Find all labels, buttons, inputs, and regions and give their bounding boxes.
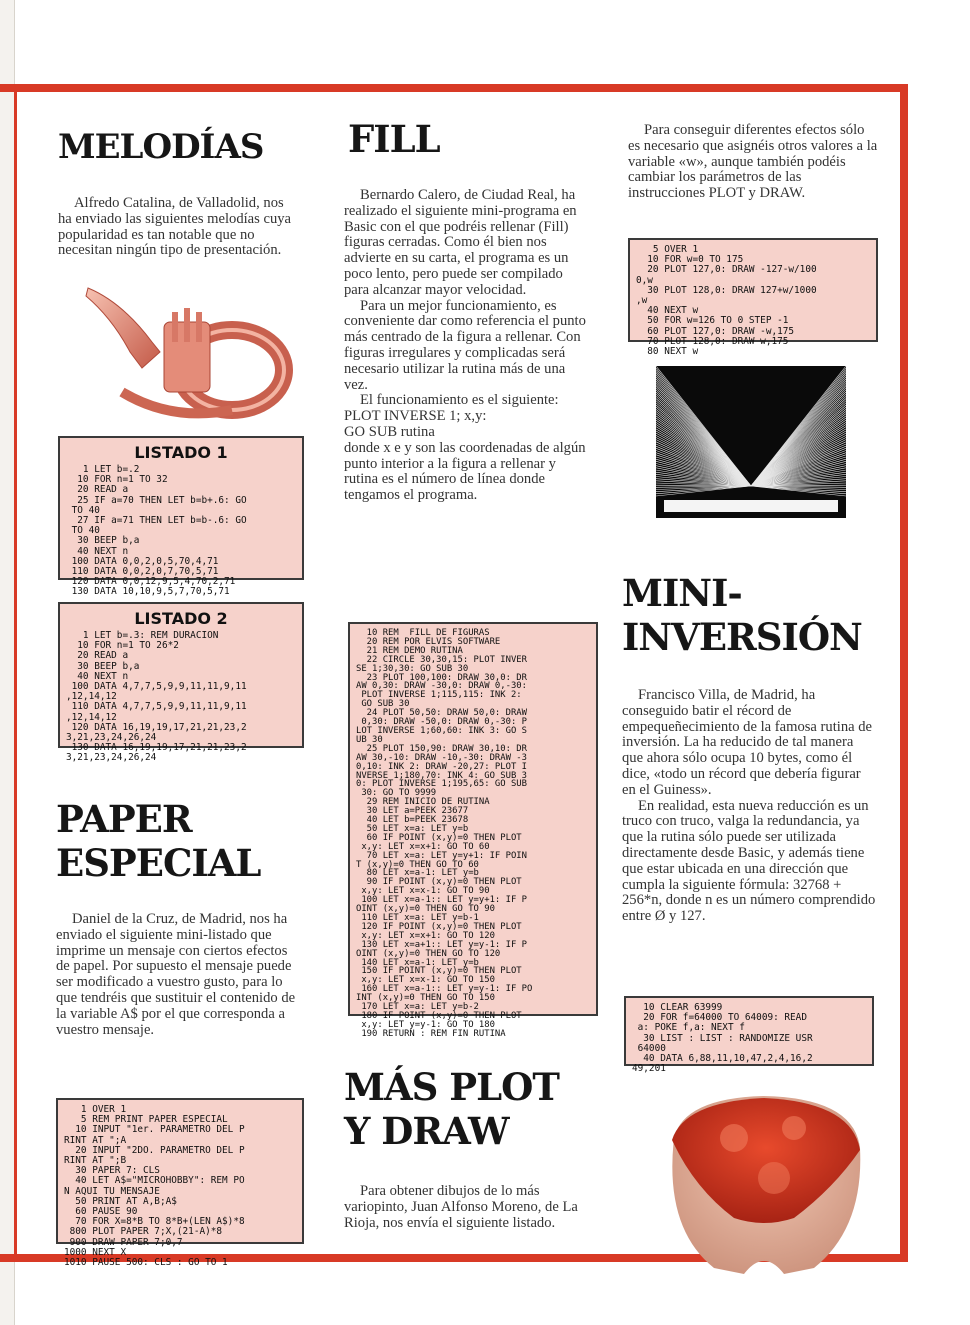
listado-2-code: 1 LET b=.3: REM DURACION 10 FOR n=1 TO 26*2 20 READ a 30 BEEP b,a 40 NEXT n 100 DATA 4,7,7,5,9,9,11,11,9,11 ,12,14,12 110 DATA 4,7,7,5,9,9,11,11,9,11 ,12,14,12 120 DATA 16,19,19,17,21,21,23,2 3,21,23,24,26,24 130 DATA 16,19,19,17,21,21,23,2 3,21,23,24,26,24 [66,630,247,764]
paper-title-line-2: ESPECIAL [56,841,261,885]
variable-text [628,123,878,202]
miniinversion-paragraph-1: Francisco Villa, de Madrid, ha conseguido batir el récord de empequeñecimiento de la famosa rutina de inversión. La ha reducido de tal manera que ahora sólo ocupa 10 bytes, como él dice, «todo un récord que debería figurar en el Guiness». [622,687,873,798]
listado-2 [58,602,304,764]
inversion-listing-code: 10 CLEAR 63999 20 FOR f=64000 TO 64009: READ a: POKE f,a: NEXT f 30 LIST : LIST : RANDOMIZE USR 64000 40 DATA 6,88,11,10,47,2,4,16,2 49,201 [632,1002,813,1075]
miniinversion-title-line-1: MINI- [622,571,742,615]
paper-listing-code: 1 OVER 1 5 REM PRINT PAPER ESPECIAL 10 INPUT "1er. PARAMETRO DEL P RINT AT ";A 20 INPUT "2DO. PARAMETRO DEL P RINT AT ";B 30 PAPER 7: CLS 40 LET A$="MICROHOBBY": REM PO N AQUI TU MENSAJE 50 PRINT AT A,B;A$ 60 PAUSE 90 70 FOR X=8*B TO 8*B+(LEN A$)*8 800 PLOT PAPER 7;X,(21-A)*8 900 DRAW PAPER 7;0,7 1000 NEXT X 1010 PAUSE 500: CLS : GO TO 1 [64,1104,245,1269]
fill-code-line-2: GO SUB rutina [344,423,435,440]
screen-output-image [656,366,846,518]
inversion-listing [624,996,874,1075]
masplot-title-line-1: MÁS PLOT [344,1065,559,1109]
masplot-title-line-2: Y DRAW [344,1109,509,1153]
fill-title: FILL [348,117,440,161]
fill-code-line-1: PLOT INVERSE 1; x,y: [344,408,487,425]
miniinversion-title-line-2: INVERSIÓN [622,615,862,659]
miniinversion-text [622,688,878,925]
frame-left-border [14,92,17,1254]
melodias-title: MELODÍAS [58,127,264,167]
paper-listing [56,1098,304,1269]
paper-paragraph: Daniel de la Cruz, de Madrid, nos ha enviado el siguiente mini-listado que imprime un mensaje con ciertos efectos de papel. Por supuesto el mensaje puede ser modificado a vuestro gusto, para lo que tendréis que sustituir el contenido de la variable A$ por el que corresponda a vuestro mensaje. [56,911,296,1038]
page-gutter [0,0,15,1325]
listado-1-code: 1 LET b=.2 10 FOR n=1 TO 32 20 READ a 25 IF a=70 THEN LET b=b+.6: GO TO 40 27 IF a=71 THEN LET b=b-.6: GO TO 40 30 BEEP b,a 40 NEXT n 100 DATA 0,0,2,0,5,70,4,71 110 DATA 0,0,2,0,7,70,5,71 120 DATA 0,0,12,9,5,4,70,2,71 130 DATA 10,10,9,5,7,70,5,71 [71,464,247,598]
fill-paragraph-2: Para un mejor funcionamiento, es conveniente dar como referencia el punto más centrado de la figura a rellenar. Con figuras irregulares y complicadas será necesario utilizar la rutina más de una vez. [344,297,586,393]
tuba-illustration [82,282,292,430]
plotdraw-listing-code: 5 OVER 1 10 FOR w=0 TO 175 20 PLOT 127,0: DRAW -127-w/100 0,w 30 PLOT 128,0: DRAW 127+w/1000 ,w 40 NEXT w 50 FOR w=126 TO 0 STEP -1 60 PLOT 127,0: DRAW -w,175 70 PLOT 128,0: DRAW w,175 80 NEXT w [636,244,817,358]
fill-paragraph-3: El funcionamiento es el siguiente: [360,392,559,409]
miniinversion-paragraph-2: En realidad, esta nueva reducción es un truco con truco, valga la redundancia, ya que la rutina sólo puede ser utilizada directamente desde Basic, y además tiene que estar ubicada en una dirección que cumpla la siguiente fórmula: 32768 + 256*n, donde n es un número comprendido entre Ø y 127. [622,797,876,925]
variable-paragraph: Para conseguir diferentes efectos sólo es necesario que asignéis otros valores a la variable «w», aunque también podéis cambiar los parámetros de las instrucciones PLOT y DRAW. [628,122,878,202]
listado-1 [58,436,304,598]
swimsuit-photo [664,1078,864,1278]
masplot-text [344,1184,594,1231]
fill-listing-code: 10 REM FILL DE FIGURAS 20 REM POR ELVIS SOFTWARE 21 REM DEMO RUTINA 22 CIRCLE 30,30,15: PLOT INVER SE 1;30,30: GO SUB 30 23 PLOT 100,100: DRAW 30,0: DR AW 0,30: DRAW -30,0: DRAW 0,-30: PLOT INVERSE 1;115,115: INK 2: GO SUB 30 24 PLOT 50,50: DRAW 50,0: DRAW 0,30: DRAW -50,0: DRAW 0,-30: P LOT INVERSE 1;60,60: INK 3: GO S UB 30 25 PLOT 150,90: DRAW 30,10: DR AW 30,-10: DRAW -10,-30: DRAW -3 0,10: INK 2: DRAW -20,27: PLOT I NVERSE 1;180,70: INK 4: GO SUB 3 0: PLOT INVERSE 1;195,65: GO SUB 30: GO TO 9999 29 REM INICIO DE RUTINA 30 LET a=PEEK 23677 40 LET b=PEEK 23678 50 LET x=a: LET y=b 60 IF POINT (x,y)=0 THEN PLOT x,y: LET x=x+1: GO TO 60 70 LET x=a: LET y=y+1: IF POIN T (x,y)=0 THEN GO TO 60 80 LET x=a-1: LET y=b 90 IF POINT (x,y)=0 THEN PLOT x,y: LET x=x-1: GO TO 90 100 LET x=a-1:: LET y=y+1: IF P OINT (x,y)=0 THEN GO TO 90 110 LET x=a: LET y=b-1 120 IF POINT (x,y)=0 THEN PLOT x,y: LET x=x+1: GO TO 120 130 LET x=a+1:: LET y=y-1: IF P OINT (x,y)=0 THEN GO TO 120 140 LET x=a-1: LET y=b 150 IF POINT (x,y)=0 THEN PLOT x,y: LET x=x-1: GO TO 150 160 LET x=a-1:: LET y=y-1: IF PO INT (x,y)=0 THEN GO TO 150 170 LET x=a: LET y=b-2 180 IF POINT (x,y)=0 THEN PLOT x,y: LET y=y-1: GO TO 180 190 RETURN : REM FIN RUTINA [356,628,533,1039]
fill-paragraph-1: Bernardo Calero, de Ciudad Real, ha realizado el siguiente mini-programa en Basic con el que podréis rellenar (Fill) figuras cerradas. Como él bien nos advierte en su carta, el programa es un poco lento, pero puede ser compilado para alcanzar mayor velocidad. [344,187,577,298]
plotdraw-listing [628,238,878,358]
fill-listing [348,622,598,1039]
listado-2-title: LISTADO 2 [134,609,228,628]
masplot-paragraph: Para obtener dibujos de lo más variopinto, Juan Alfonso Moreno, de La Rioja, nos envía el siguiente listado. [344,1183,578,1231]
melodias-text [58,196,300,259]
melodias-paragraph: Alfredo Catalina, de Valladolid, nos ha enviado las siguientes melodías cuya popularidad es tan notable que no necesitan ningún tipo de presentación. [58,195,292,259]
paper-title-line-1: PAPER [56,797,192,841]
fill-text [344,188,590,504]
listado-1-title: LISTADO 1 [134,443,228,462]
frame-top-border [0,84,908,92]
frame-right-border [900,84,908,1262]
paper-text [56,912,304,1038]
fill-paragraph-after: donde x e y son las coordenadas de algún punto interior a la figura a rellenar y rutina es el número de línea donde tengamos el programa. [344,439,586,504]
